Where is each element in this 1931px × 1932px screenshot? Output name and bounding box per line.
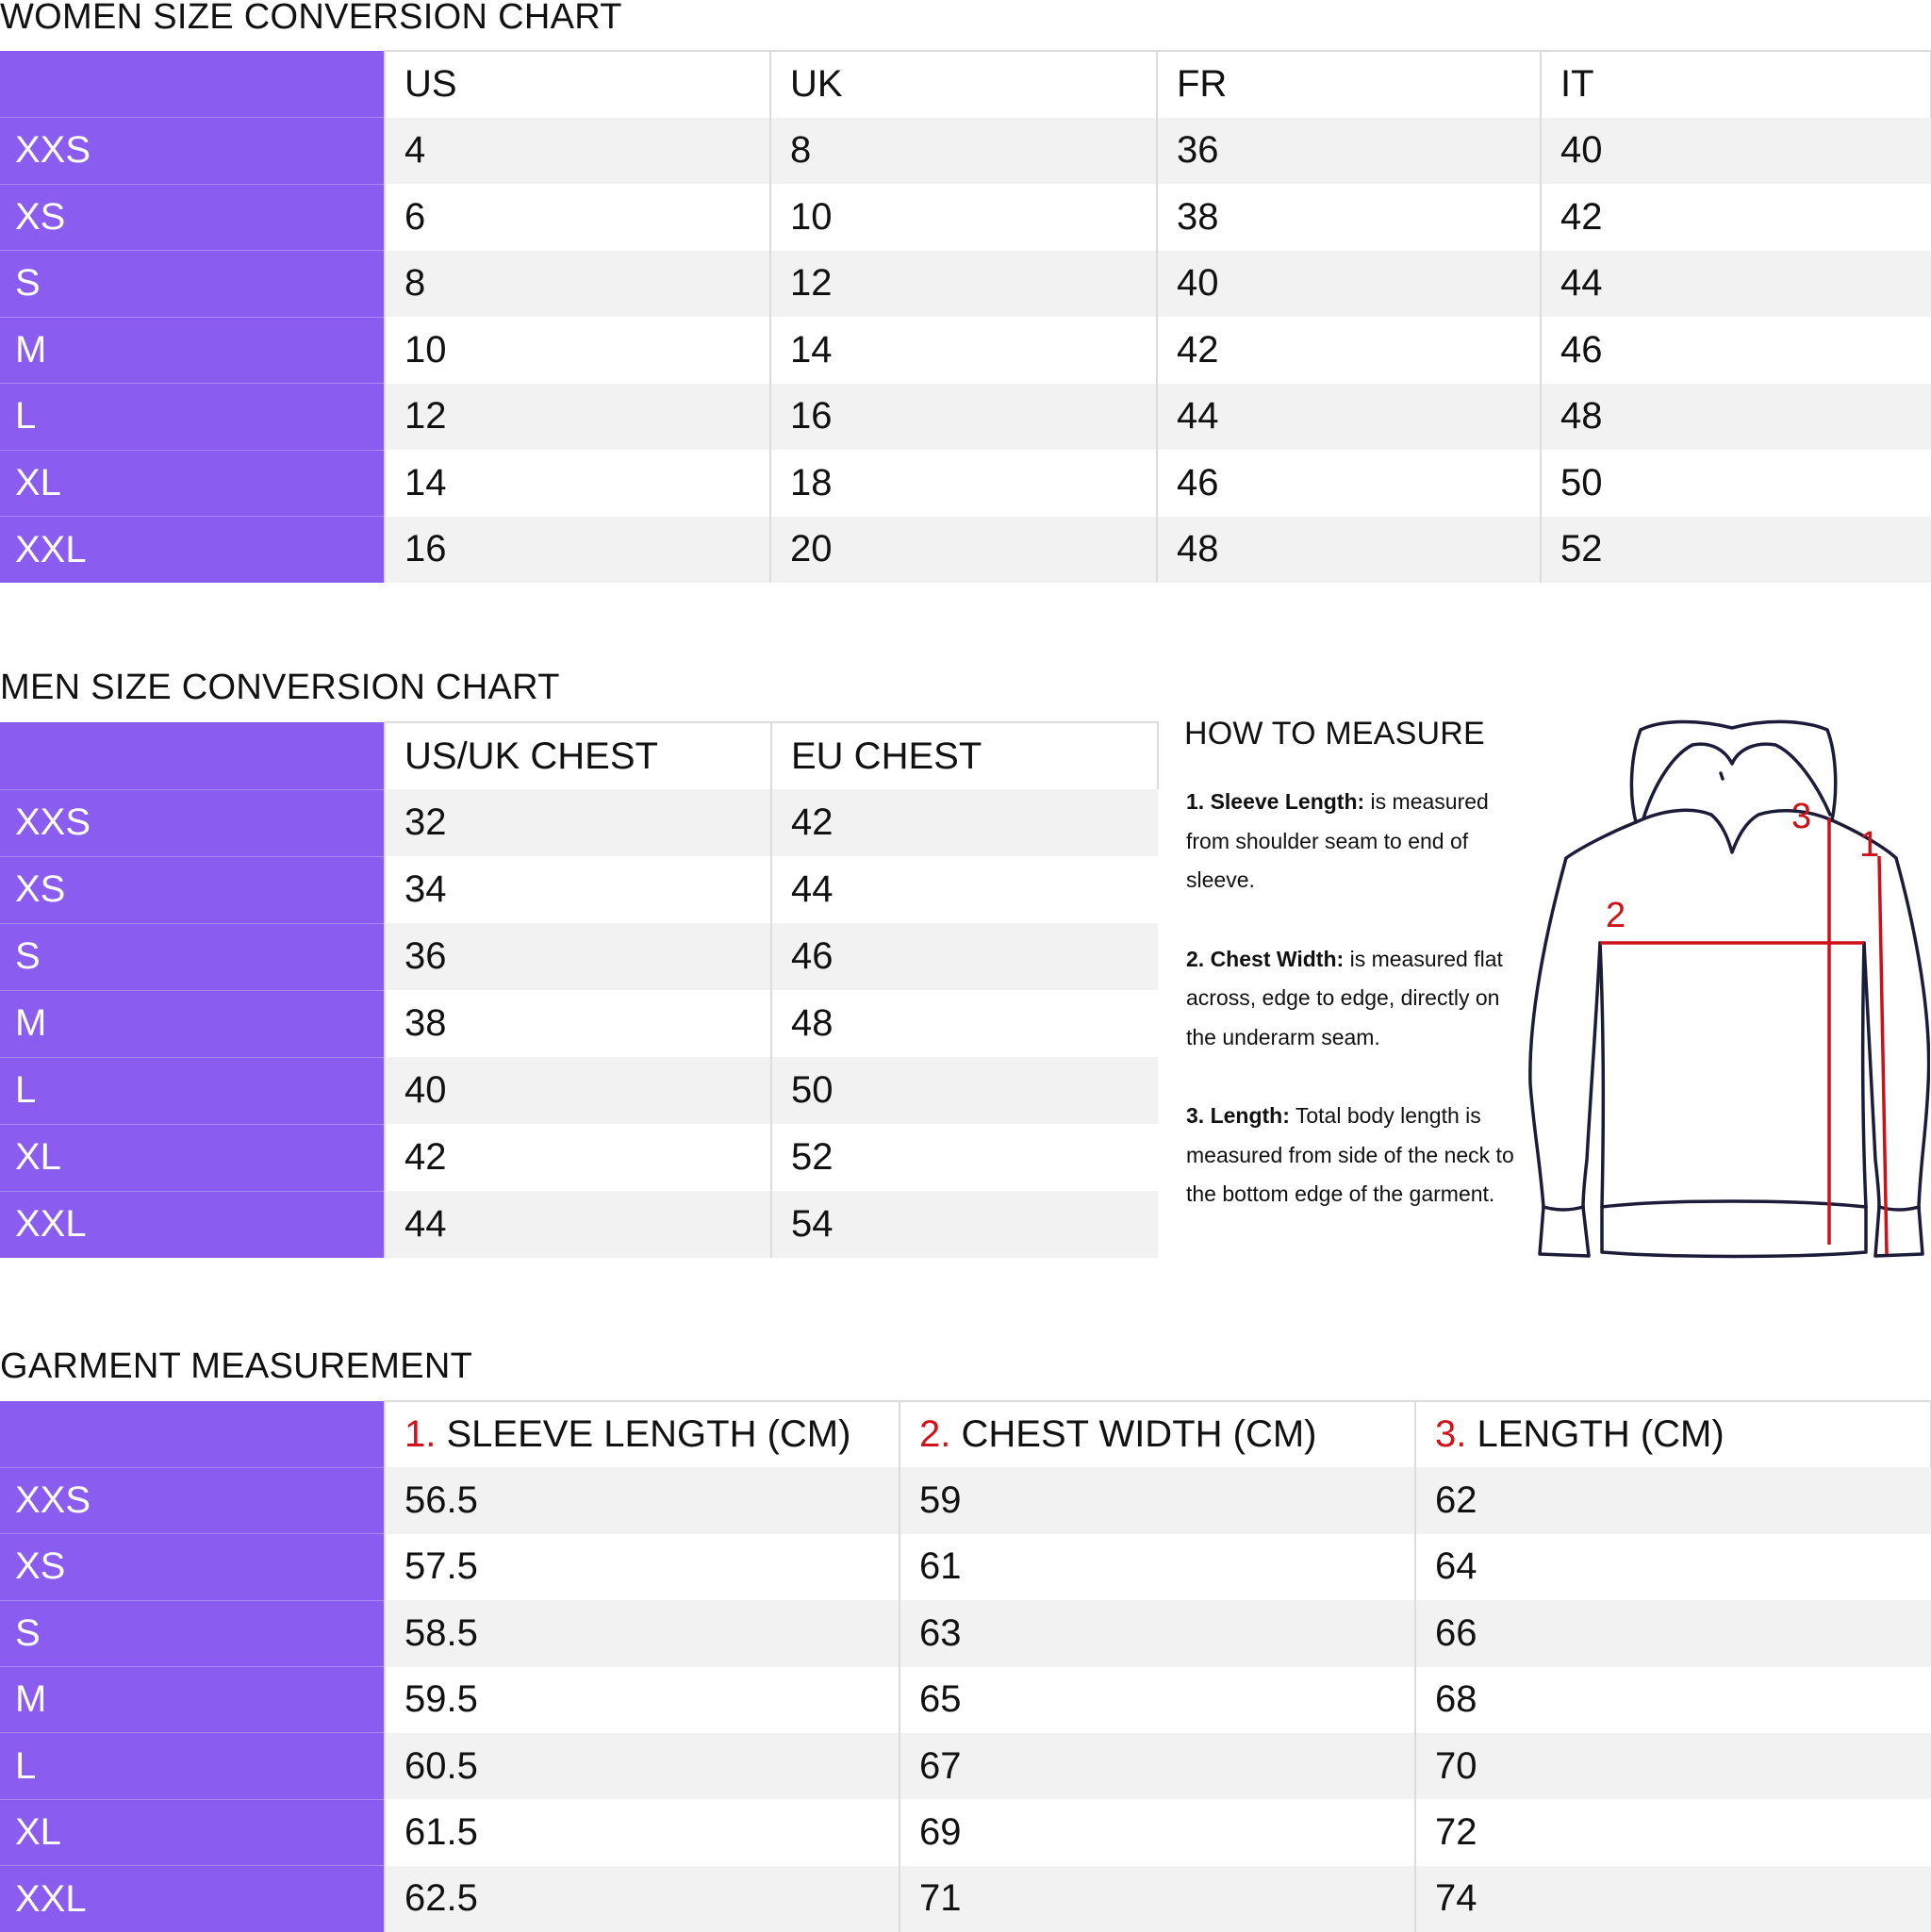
table-cell: 62 (1415, 1467, 1931, 1533)
women-chart-title: WOMEN SIZE CONVERSION CHART (0, 0, 622, 37)
women-size-table (0, 50, 1931, 583)
column-number: 3. (1435, 1413, 1467, 1456)
table-row (0, 251, 1931, 318)
table-cell: 57.5 (385, 1534, 899, 1600)
table-cell: 10 (770, 184, 1157, 251)
size-label: XXL (0, 517, 385, 584)
column-number: 1. (404, 1413, 437, 1456)
table-row (0, 1799, 1931, 1865)
table-cell: 66 (1415, 1600, 1931, 1666)
step-text: Total body length is measured from side of the neck to the bottom edge of the garment. (1186, 1103, 1514, 1206)
table-row (0, 856, 1158, 923)
table-header-row (0, 1401, 1931, 1467)
table-cell: 42 (1157, 317, 1541, 384)
measure-step-length (1186, 1097, 1524, 1214)
table-cell: 64 (1415, 1534, 1931, 1600)
table-row (0, 1191, 1158, 1258)
size-label: M (0, 990, 385, 1057)
step-text: is measured flat across, edge to edge, directly on the underarm seam. (1186, 946, 1503, 1049)
table-cell: 52 (1541, 517, 1931, 584)
table-cell: 4 (385, 118, 770, 185)
column-number: 2. (919, 1413, 951, 1456)
table-cell: 62.5 (385, 1866, 899, 1932)
how-to-measure-title: HOW TO MEASURE (1184, 716, 1485, 751)
table-cell: 32 (385, 789, 771, 856)
table-cell: 56.5 (385, 1467, 899, 1533)
table-cell: 38 (385, 990, 771, 1057)
marker-2: 2 (1606, 896, 1626, 935)
column-header: US/UK CHEST (385, 722, 771, 789)
table-cell: 74 (1415, 1866, 1931, 1932)
table-cell: 60.5 (385, 1733, 899, 1799)
table-cell: 46 (1541, 317, 1931, 384)
table-cell: 16 (770, 384, 1157, 451)
table-cell: 20 (770, 517, 1157, 584)
column-header: IT (1541, 51, 1931, 118)
column-header-sleeve (385, 1401, 899, 1467)
table-cell: 16 (385, 517, 770, 584)
table-cell: 61 (899, 1534, 1415, 1600)
table-cell: 8 (385, 251, 770, 318)
table-row (0, 517, 1931, 584)
table-cell: 12 (770, 251, 1157, 318)
garment-chart-title: GARMENT MEASUREMENT (0, 1346, 473, 1386)
measure-step-sleeve (1186, 783, 1524, 900)
size-label: XXS (0, 789, 385, 856)
step-label: 2. Chest Width: (1186, 946, 1345, 971)
table-cell: 36 (1157, 118, 1541, 185)
table-row (0, 1667, 1931, 1733)
size-label: XS (0, 184, 385, 251)
size-label: S (0, 923, 385, 990)
column-label: LENGTH (CM) (1477, 1413, 1725, 1456)
size-label: S (0, 251, 385, 318)
table-cell: 63 (899, 1600, 1415, 1666)
table-cell: 69 (899, 1799, 1415, 1865)
table-row (0, 1733, 1931, 1799)
table-row (0, 1534, 1931, 1600)
size-label: L (0, 1733, 385, 1799)
step-label: 3. Length: (1186, 1103, 1290, 1128)
size-label: S (0, 1600, 385, 1666)
table-row (0, 1866, 1931, 1932)
size-label: L (0, 384, 385, 451)
size-label: XS (0, 856, 385, 923)
size-label: L (0, 1057, 385, 1124)
table-cell: 59 (899, 1467, 1415, 1533)
table-corner-cell (0, 1401, 385, 1467)
table-cell: 42 (771, 789, 1158, 856)
table-cell: 48 (771, 990, 1158, 1057)
table-cell: 40 (1157, 251, 1541, 318)
table-cell: 52 (771, 1124, 1158, 1191)
table-cell: 46 (1157, 450, 1541, 517)
column-label: CHEST WIDTH (CM) (961, 1413, 1317, 1456)
size-label: XXS (0, 1467, 385, 1533)
table-cell: 72 (1415, 1799, 1931, 1865)
step-label: 1. Sleeve Length: (1186, 789, 1365, 814)
table-cell: 65 (899, 1667, 1415, 1733)
table-cell: 18 (770, 450, 1157, 517)
men-chart-title: MEN SIZE CONVERSION CHART (0, 668, 560, 707)
measure-step-chest (1186, 940, 1524, 1058)
table-cell: 44 (771, 856, 1158, 923)
size-label: XL (0, 1124, 385, 1191)
table-cell: 6 (385, 184, 770, 251)
table-row (0, 118, 1931, 185)
table-cell: 71 (899, 1866, 1415, 1932)
hoodie-outline (1530, 721, 1929, 1256)
table-cell: 36 (385, 923, 771, 990)
column-header: UK (770, 51, 1157, 118)
column-header-chest (899, 1401, 1415, 1467)
table-cell: 38 (1157, 184, 1541, 251)
table-cell: 54 (771, 1191, 1158, 1258)
table-corner-cell (0, 722, 385, 789)
table-cell: 34 (385, 856, 771, 923)
table-row (0, 1057, 1158, 1124)
table-cell: 14 (770, 317, 1157, 384)
table-row (0, 384, 1931, 451)
table-cell: 12 (385, 384, 770, 451)
table-row (0, 184, 1931, 251)
hoodie-icon (1523, 717, 1930, 1263)
table-header-row (0, 722, 1158, 789)
size-label: XS (0, 1534, 385, 1600)
table-cell: 68 (1415, 1667, 1931, 1733)
table-row (0, 1124, 1158, 1191)
how-to-measure-panel (1184, 713, 1524, 1254)
marker-3: 3 (1791, 797, 1812, 836)
table-row (0, 450, 1931, 517)
table-cell: 10 (385, 317, 770, 384)
column-header: EU CHEST (771, 722, 1158, 789)
size-label: XL (0, 450, 385, 517)
table-cell: 8 (770, 118, 1157, 185)
men-size-table (0, 721, 1159, 1258)
table-row (0, 1600, 1931, 1666)
size-label: XXL (0, 1866, 385, 1932)
table-cell: 61.5 (385, 1799, 899, 1865)
column-header: US (385, 51, 770, 118)
table-cell: 44 (385, 1191, 771, 1258)
column-label: SLEEVE LENGTH (CM) (446, 1413, 851, 1456)
size-label: M (0, 1667, 385, 1733)
table-cell: 59.5 (385, 1667, 899, 1733)
table-cell: 14 (385, 450, 770, 517)
table-cell: 48 (1157, 517, 1541, 584)
table-cell: 46 (771, 923, 1158, 990)
table-cell: 40 (385, 1057, 771, 1124)
table-row (0, 317, 1931, 384)
table-row (0, 923, 1158, 990)
table-cell: 50 (1541, 450, 1931, 517)
table-cell: 58.5 (385, 1600, 899, 1666)
table-cell: 50 (771, 1057, 1158, 1124)
garment-measurement-table (0, 1400, 1931, 1932)
table-row (0, 1467, 1931, 1533)
table-cell: 42 (1541, 184, 1931, 251)
table-cell: 42 (385, 1124, 771, 1191)
size-label: M (0, 317, 385, 384)
table-row (0, 789, 1158, 856)
table-cell: 70 (1415, 1733, 1931, 1799)
table-cell: 48 (1541, 384, 1931, 451)
column-header-length (1415, 1401, 1931, 1467)
table-cell: 44 (1541, 251, 1931, 318)
table-header-row (0, 51, 1931, 118)
measurement-lines (1600, 818, 1887, 1254)
size-label: XL (0, 1799, 385, 1865)
table-cell: 67 (899, 1733, 1415, 1799)
size-label: XXS (0, 118, 385, 185)
marker-1: 1 (1859, 825, 1880, 865)
step-text: is measured from shoulder seam to end of sleeve. (1186, 789, 1489, 892)
table-row (0, 990, 1158, 1057)
table-cell: 40 (1541, 118, 1931, 185)
size-label: XXL (0, 1191, 385, 1258)
column-header: FR (1157, 51, 1541, 118)
table-corner-cell (0, 51, 385, 118)
table-cell: 44 (1157, 384, 1541, 451)
